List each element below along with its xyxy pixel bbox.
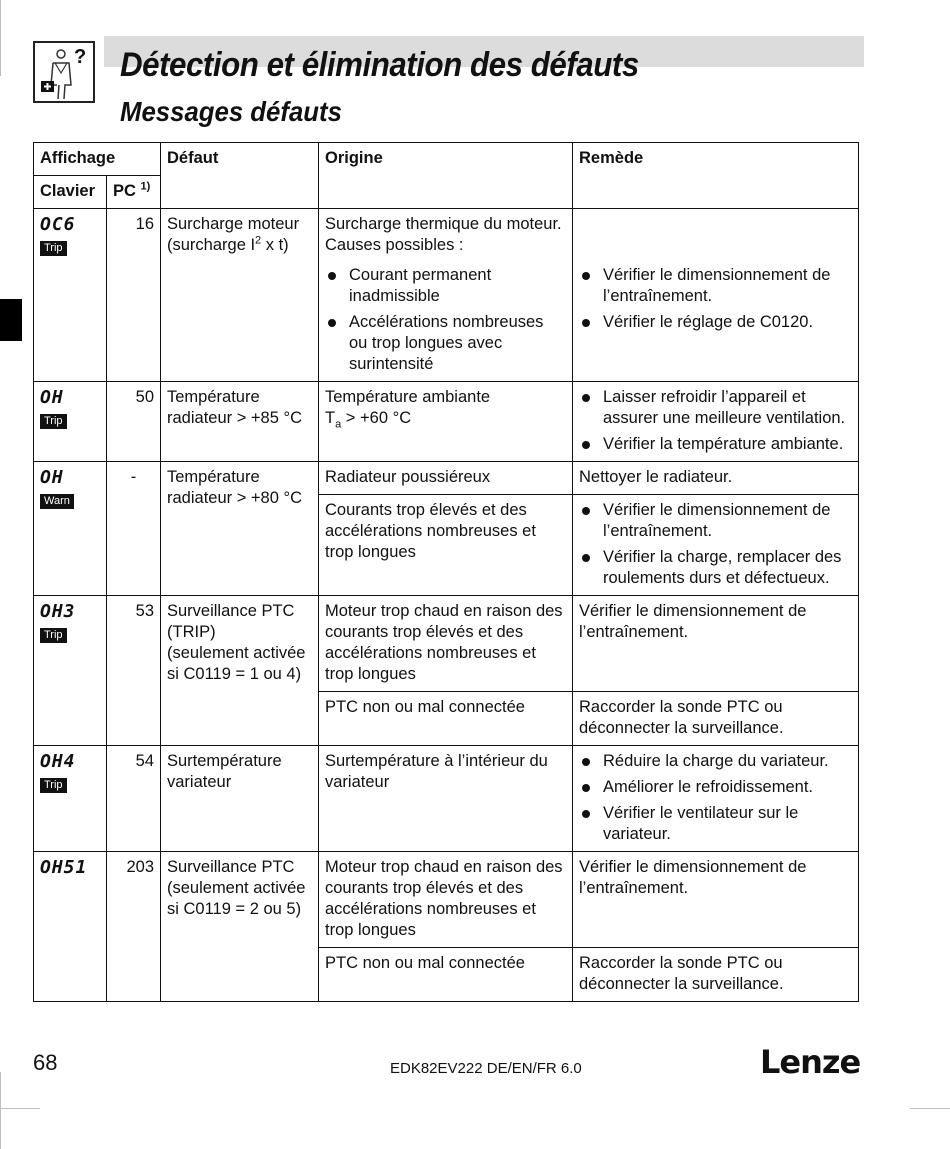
display-code: OH (40, 467, 64, 488)
pc-code: - (107, 462, 161, 596)
crop-mark (910, 1108, 950, 1109)
list-item: Vérifier le dimensionnement de l’entraînement. (579, 265, 852, 307)
origin-cell: Radiateur poussiéreux (319, 462, 573, 495)
list-item: Vérifier la charge, remplacer des roulements durs et défectueux. (579, 547, 852, 589)
remedy-cell: Nettoyer le radiateur. (573, 462, 859, 495)
display-code-cell (34, 382, 107, 462)
table-row (34, 209, 859, 382)
footnote-ref: 1) (140, 180, 151, 193)
status-badge: Warn (40, 494, 74, 509)
status-badge: Trip (40, 628, 67, 643)
remedy-cell: Vérifier le dimensionnement de l’entraînement. (573, 852, 859, 948)
display-code: OH (40, 387, 64, 408)
table-row (34, 852, 859, 948)
crop-mark (0, 1072, 1, 1149)
display-code-cell (34, 209, 107, 382)
status-badge: Trip (40, 778, 67, 793)
list-item: Améliorer le refroidissement. (579, 777, 852, 798)
fault-cell: Température radiateur > +85 °C (161, 382, 319, 462)
header-defaut: Défaut (161, 143, 319, 209)
origin-cell: PTC non ou mal connectée (319, 692, 573, 746)
display-code-cell (34, 462, 107, 596)
chapter-tab-marker (0, 299, 22, 341)
fault-cell: Température radiateur > +80 °C (161, 462, 319, 596)
list-item: Vérifier la température ambiante. (579, 434, 852, 455)
list-item: Vérifier le ventilateur sur le variateur. (579, 803, 852, 845)
origin-cell: Moteur trop chaud en raison des courants trop élevés et des accélérations nombreuses et trop longues (319, 852, 573, 948)
fault-cell: Surcharge moteur (surcharge $I^2$ x t) (161, 209, 319, 382)
pc-code: 50 (107, 382, 161, 462)
brand-logo: Lenze (760, 1043, 861, 1081)
remedy-list (579, 265, 852, 333)
remedy-cell: Raccorder la sonde PTC ou déconnecter la surveillance. (573, 692, 859, 746)
crop-mark (0, 0, 1, 76)
origin-list (325, 265, 566, 375)
header-origine: Origine (319, 143, 573, 209)
table-row (34, 596, 859, 692)
table-row (34, 462, 859, 495)
remedy-list (579, 387, 852, 455)
origin-cell: Surtempérature à l’intérieur du variateur (319, 746, 573, 852)
origin-cell (319, 209, 573, 382)
list-item: Courant permanent inadmissible (325, 265, 566, 307)
display-code-cell (34, 596, 107, 746)
display-code: OH51 (40, 857, 88, 878)
page-title: Détection et élimination des défauts (120, 46, 639, 84)
header-remede: Remède (573, 143, 859, 209)
origin-cell: Moteur trop chaud en raison des courants trop élevés et des accélérations nombreuses et trop longues (319, 596, 573, 692)
svg-text:?: ? (74, 46, 87, 68)
page-subtitle: Messages défauts (120, 96, 342, 127)
table-header-row (34, 143, 859, 176)
header-clavier: Clavier (34, 176, 107, 209)
list-item: Vérifier le réglage de C0120. (579, 312, 852, 333)
pc-code: 16 (107, 209, 161, 382)
table-row (34, 746, 859, 852)
display-code: OH3 (40, 601, 76, 622)
remedy-cell: Raccorder la sonde PTC ou déconnecter la surveillance. (573, 948, 859, 1002)
crop-mark (0, 1108, 40, 1109)
header-affichage: Affichage (34, 143, 161, 176)
origin-cell: Température ambiante $T_a > +60$ °C (319, 382, 573, 462)
origin-cell: PTC non ou mal connectée (319, 948, 573, 1002)
remedy-cell (573, 746, 859, 852)
table-row (34, 382, 859, 462)
header-pc: PC $^{1)}$ (107, 176, 161, 209)
fault-cell: Surveillance PTC (seulement activée si C0119 = 2 ou 5) (161, 852, 319, 1002)
fault-cell: Surveillance PTC (TRIP) (seulement activée si C0119 = 1 ou 4) (161, 596, 319, 746)
status-badge: Trip (40, 241, 67, 256)
origin-cell: Courants trop élevés et des accélérations nombreuses et trop longues (319, 495, 573, 596)
display-code: OH4 (40, 751, 76, 772)
remedy-cell (573, 209, 859, 382)
pc-code: 53 (107, 596, 161, 746)
status-badge: Trip (40, 414, 67, 429)
remedy-list (579, 500, 852, 589)
pc-code: 54 (107, 746, 161, 852)
remedy-cell (573, 495, 859, 596)
document-code: EDK82EV222 DE/EN/FR 6.0 (390, 1060, 582, 1077)
display-code: OC6 (40, 214, 76, 235)
remedy-list (579, 751, 852, 845)
display-code-cell (34, 852, 107, 1002)
display-code-cell (34, 746, 107, 852)
remedy-cell (573, 382, 859, 462)
pc-code: 203 (107, 852, 161, 1002)
troubleshooting-icon (33, 41, 95, 103)
fault-cell: Surtempérature variateur (161, 746, 319, 852)
list-item: Réduire la charge du variateur. (579, 751, 852, 772)
list-item: Laisser refroidir l’appareil et assurer une meilleure ventilation. (579, 387, 852, 429)
list-item: Vérifier le dimensionnement de l’entraînement. (579, 500, 852, 542)
page-number: 68 (33, 1050, 58, 1075)
list-item: Accélérations nombreuses ou trop longues avec surintensité (325, 312, 566, 375)
origin-intro: Surcharge thermique du moteur. Causes possibles : (325, 215, 562, 254)
remedy-cell: Vérifier le dimensionnement de l’entraînement. (573, 596, 859, 692)
fault-messages-table (33, 142, 859, 1002)
